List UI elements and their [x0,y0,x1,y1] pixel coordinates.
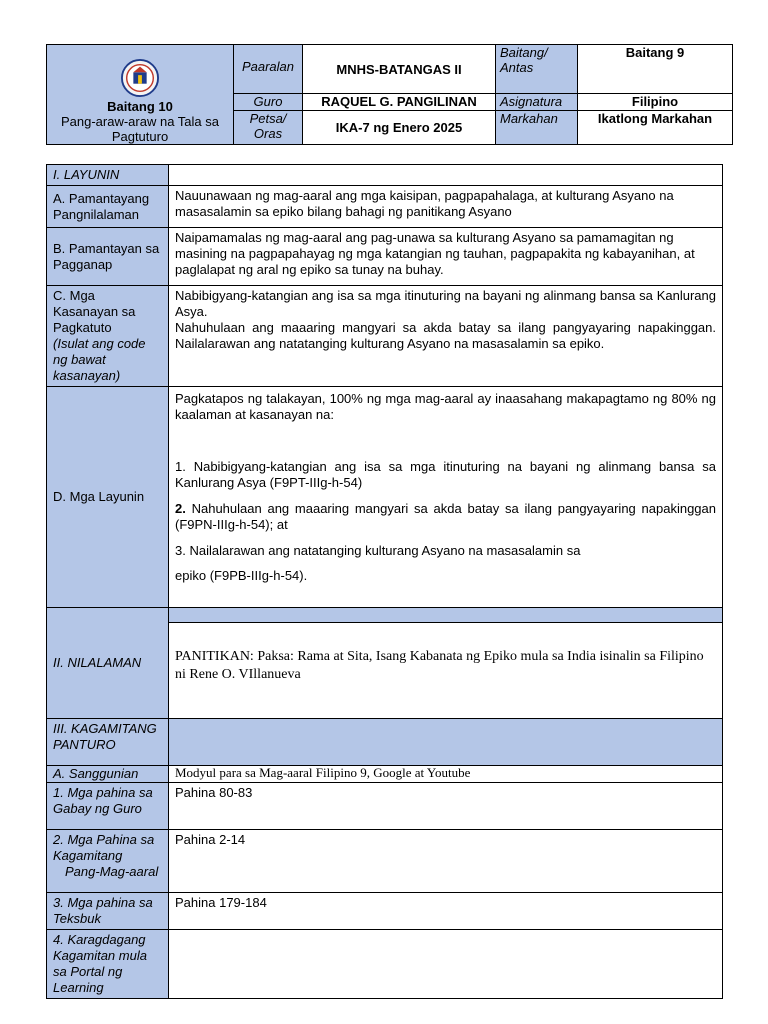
quarter-label: Markahan [496,111,578,145]
lesson-plan-table [46,164,723,999]
date-value: IKA-7 ng Enero 2025 [303,111,496,145]
school-value: MNHS-BATANGAS II [303,45,496,94]
grade-title: Baitang 10 [107,99,173,114]
d-item-1: 1. Nabibigyang-katangian ang isa sa mga itinuturing na bayani ng alinmang bansa sa Kanlurang Asya (F9PT-IIIg-h-54) [175,459,716,490]
portal-empty [169,930,723,999]
gabay-label: 1. Mga pahina sa Gabay ng Guro [47,783,169,830]
nilalaman-label: II. NILALAMAN [47,608,169,719]
nilalaman-text-wrap [169,623,722,683]
school-label: Paaralan [234,45,303,94]
nilalaman-cell [169,608,723,719]
c-text-2: Nahuhulaan ang maaaring mangyari sa akda batay sa ilang pangyayaring napakinggan. Nailalarawan ang natatanging kulturang Asyano na masasalamin sa epiko. [175,320,716,351]
teksbuk-text: Pahina 179-184 [169,893,723,930]
header-table [46,44,733,145]
kag-pahina-text: Pahina 2-14 [169,830,723,893]
d-item-2 [175,501,716,533]
level-label: Baitang/ Antas [496,45,578,94]
d-item-3a: 3. Nailalarawan ang natatanging kulturang Asyano na masasalamin sa [175,543,581,558]
deped-seal-icon [121,59,159,97]
a-text: Nauunawaan ng mag-aaral ang mga kaisipan, pagpapahalaga, at kulturang Asyano na masasalamin sa epiko bilang bahagi ng panitikang Asyano [169,186,723,228]
header-logo-cell [47,45,234,145]
c-text-1: Nabibigyang-katangian ang isa sa mga itinuturing na bayani ng alinmang bansa sa Kanlurang Asya. [175,288,716,319]
plan-subtitle: Pang-araw-araw na Tala sa Pagtuturo [60,114,219,144]
level-value: Baitang 9 [578,45,733,94]
subject-value: Filipino [578,94,733,111]
b-label: B. Pamantayan sa Pagganap [47,228,169,286]
teacher-value: RAQUEL G. PANGILINAN [303,94,496,111]
d-text-cell [169,387,723,608]
layunin-empty [169,165,723,186]
layunin-title: I. LAYUNIN [47,165,169,186]
nilalaman-text: PANITIKAN: Paksa: Rama at Sita, Isang Kabanata ng Epiko mula sa India isinalin sa Filipino ni Rene O. VIllanueva [175,649,704,682]
kagamitan-empty [169,719,723,766]
sanggunian-label: A. Sanggunian [47,766,169,783]
portal-label: 4. Karagdagang Kagamitan mula sa Portal ng Learning [47,930,169,999]
nilalaman-blue-band [169,608,722,623]
kagamitan-label: III. KAGAMITANG PANTURO [47,719,169,766]
d-label: D. Mga Layunin [47,387,169,608]
c-label-cell [47,286,169,387]
kag-pahina-label-cell [47,830,169,893]
kag-pahina-label-2: Pang-Mag-aaral [65,864,159,879]
kag-pahina-label-1: 2. Mga Pahina sa Kagamitang [53,832,155,863]
sanggunian-text: Modyul para sa Mag-aaral Filipino 9, Google at Youtube [169,766,723,783]
b-text: Naipamamalas ng mag-aaral ang pag-unawa sa kulturang Asyano sa pamamagitan ng masining na pagpapahayag ng mga katangian ng tauhan, pagpapakita ng kabayanihan, at paglalapat ng aral ng epiko sa tunay na buhay. [169,228,723,286]
a-label: A. Pamantayang Pangnilalaman [47,186,169,228]
teacher-label: Guro [234,94,303,111]
subject-label: Asignatura [496,94,578,111]
d-intro: Pagkatapos ng talakayan, 100% ng mga mag-aaral ay inaasahang makapagtamo ng 80% ng kaalaman at kasanayan na: [175,391,716,422]
date-label: Petsa/ Oras [234,111,303,145]
teksbuk-label: 3. Mga pahina sa Teksbuk [47,893,169,930]
c-label: C. Mga Kasanayan sa Pagkatuto [53,288,136,335]
d-item-2-text: Nahuhulaan ang maaaring mangyari sa akda batay sa ilang pangyayaring napakinggan (F9PN-IIIg-h-54); at [175,501,716,532]
c-note: (Isulat ang code ng bawat kasanayan) [53,336,146,383]
quarter-value: Ikatlong Markahan [578,111,733,145]
gabay-text: Pahina 80-83 [169,783,723,830]
d-item-2-num: 2. [175,501,186,516]
d-item-3b: epiko (F9PB-IIIg-h-54). [175,568,308,583]
c-text-cell [169,286,723,387]
